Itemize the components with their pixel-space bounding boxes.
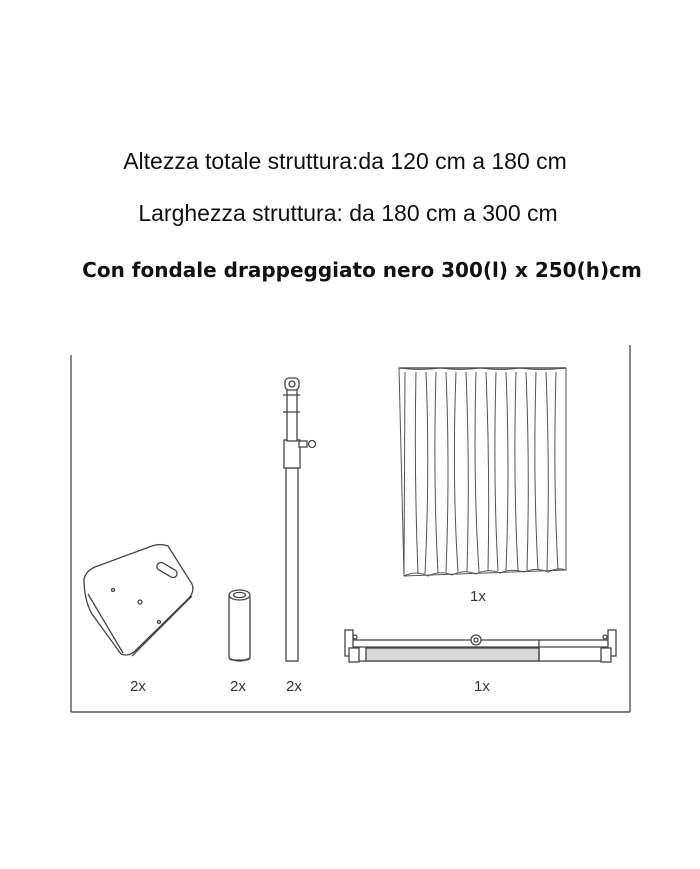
crossbar-drawing [345,630,616,662]
width-spec: Larghezza struttura: da 180 cm a 300 cm [138,200,558,226]
connector-tube-drawing [229,590,250,661]
quantity-label-crossbar: 1x [474,678,490,695]
quantity-label-telescopic-pole: 2x [286,678,302,695]
quantity-label-base-plate: 2x [130,678,146,695]
quantity-label-connector-tube: 2x [230,678,246,695]
height-spec: Altezza totale struttura:da 120 cm a 180 cm [123,148,567,174]
quantity-label-drape-curtain: 1x [470,588,486,605]
backdrop-spec: Con fondale drappeggiato nero 300(l) x 250(h)cm [82,258,642,282]
drape-curtain-drawing [399,368,566,576]
telescopic-pole-drawing [283,378,316,661]
base-plate-drawing [84,545,193,657]
